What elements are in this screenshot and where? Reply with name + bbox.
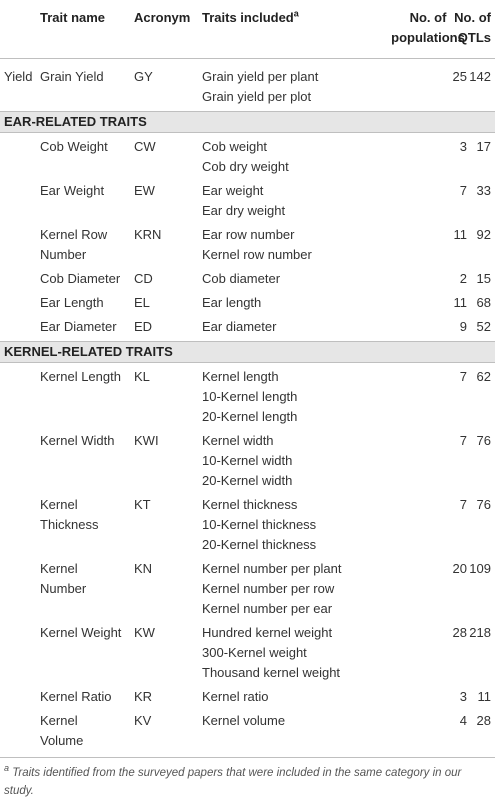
header-populations-line1: No. of — [409, 10, 447, 25]
trait-included-item: 20-Kernel length — [202, 409, 298, 424]
populations-count: 20 — [452, 561, 467, 576]
trait-acronym: KV — [134, 713, 152, 728]
footnote-text: Traits identified from the surveyed papers that were included in the same category in our study. — [4, 767, 462, 797]
group-label-yield: Yield — [4, 69, 33, 84]
trait-name: Kernel — [40, 713, 78, 728]
trait-acronym: CD — [134, 271, 153, 286]
header-traits-included — [202, 8, 299, 28]
trait-acronym: KN — [134, 561, 153, 576]
trait-included-item: Kernel number per row — [202, 581, 335, 596]
trait-name: Cob Weight — [40, 139, 108, 154]
header-trait-name: Trait name — [40, 10, 106, 25]
populations-count: 25 — [452, 69, 467, 84]
qtls-count: 92 — [476, 227, 491, 242]
trait-included-item: Cob dry weight — [202, 159, 289, 174]
populations-count: 7 — [459, 433, 467, 448]
trait-acronym: KRN — [134, 227, 162, 242]
populations-count: 7 — [459, 497, 467, 512]
trait-name: Ear Diameter — [40, 319, 117, 334]
section-label: EAR-RELATED TRAITS — [4, 114, 147, 129]
populations-count: 2 — [459, 271, 467, 286]
trait-acronym: KL — [134, 369, 150, 384]
qtls-count: 76 — [476, 497, 491, 512]
trait-included-item: Grain yield per plant — [202, 69, 319, 84]
table-footnote — [4, 764, 490, 800]
qtls-count: 11 — [477, 689, 491, 704]
header-divider — [0, 58, 495, 59]
qtls-count: 17 — [476, 139, 491, 154]
header-populations-line2: populations — [391, 30, 465, 45]
table-bottom-border — [0, 757, 495, 758]
trait-name: Kernel — [40, 561, 78, 576]
trait-name: Kernel Weight — [40, 625, 122, 640]
qtls-count: 28 — [476, 713, 491, 728]
trait-acronym: CW — [134, 139, 156, 154]
trait-included-item: 10-Kernel length — [202, 389, 298, 404]
trait-included-item: Kernel length — [202, 369, 279, 384]
trait-name: Thickness — [40, 517, 99, 532]
footnote-marker: a — [4, 763, 10, 774]
populations-count: 28 — [452, 625, 467, 640]
trait-included-item: 300-Kernel weight — [202, 645, 307, 660]
populations-count: 11 — [453, 227, 467, 242]
qtls-count: 109 — [469, 561, 491, 576]
qtls-count: 33 — [476, 183, 491, 198]
trait-included-item: 20-Kernel width — [202, 473, 293, 488]
section-divider-bottom — [0, 362, 495, 363]
populations-count: 7 — [459, 183, 467, 198]
trait-included-item: Kernel row number — [202, 247, 312, 262]
trait-included-item: Cob diameter — [202, 271, 281, 286]
trait-name: Kernel Row — [40, 227, 108, 242]
header-footnote-marker: a — [293, 8, 299, 19]
trait-name: Kernel Length — [40, 369, 121, 384]
trait-included-item: 10-Kernel thickness — [202, 517, 317, 532]
trait-acronym: EL — [134, 295, 150, 310]
trait-name: Number — [40, 247, 87, 262]
trait-included-item: Kernel ratio — [202, 689, 269, 704]
trait-included-item: Kernel width — [202, 433, 274, 448]
trait-acronym: KW — [134, 625, 155, 640]
trait-included-item: Kernel volume — [202, 713, 286, 728]
populations-count: 11 — [453, 295, 467, 310]
trait-included-item: Hundred kernel weight — [202, 625, 333, 640]
section-label: KERNEL-RELATED TRAITS — [4, 344, 173, 359]
header-traits-included-label: Traits included — [202, 10, 294, 25]
trait-included-item: 20-Kernel thickness — [202, 537, 317, 552]
populations-count: 9 — [459, 319, 467, 334]
trait-included-item: Ear row number — [202, 227, 295, 242]
trait-name: Kernel Width — [40, 433, 115, 448]
trait-acronym: EW — [134, 183, 155, 198]
populations-count: 3 — [459, 689, 467, 704]
trait-name: Ear Weight — [40, 183, 105, 198]
trait-acronym: ED — [134, 319, 153, 334]
header-qtls-line1: No. of — [454, 10, 491, 25]
populations-count: 7 — [459, 369, 467, 384]
trait-included-item: Kernel thickness — [202, 497, 298, 512]
trait-included-item: 10-Kernel width — [202, 453, 293, 468]
qtls-count: 218 — [469, 625, 491, 640]
populations-count: 3 — [459, 139, 467, 154]
trait-included-item: Kernel number per ear — [202, 601, 333, 616]
trait-acronym: KR — [134, 689, 153, 704]
trait-name: Volume — [40, 733, 84, 748]
trait-name: Kernel — [40, 497, 78, 512]
trait-included-item: Grain yield per plot — [202, 89, 312, 104]
section-divider-bottom — [0, 132, 495, 133]
trait-included-item: Ear diameter — [202, 319, 277, 334]
trait-included-item: Thousand kernel weight — [202, 665, 341, 680]
trait-acronym: KT — [134, 497, 151, 512]
qtls-count: 15 — [476, 271, 491, 286]
trait-included-item: Ear weight — [202, 183, 264, 198]
qtls-count: 52 — [476, 319, 491, 334]
qtls-count: 142 — [469, 69, 491, 84]
populations-count: 4 — [459, 713, 467, 728]
trait-name: Number — [40, 581, 87, 596]
trait-name: Ear Length — [40, 295, 104, 310]
trait-name: Grain Yield — [40, 69, 104, 84]
header-acronym: Acronym — [134, 10, 191, 25]
qtls-count: 68 — [476, 295, 491, 310]
trait-name: Kernel Ratio — [40, 689, 112, 704]
qtls-count: 62 — [476, 369, 491, 384]
trait-acronym: KWI — [134, 433, 159, 448]
qtls-count: 76 — [476, 433, 491, 448]
header-qtls-line2: QTLs — [457, 30, 491, 45]
trait-acronym: GY — [134, 69, 153, 84]
trait-included-item: Ear dry weight — [202, 203, 286, 218]
trait-included-item: Ear length — [202, 295, 262, 310]
trait-included-item: Kernel number per plant — [202, 561, 342, 576]
trait-included-item: Cob weight — [202, 139, 268, 154]
trait-name: Cob Diameter — [40, 271, 121, 286]
